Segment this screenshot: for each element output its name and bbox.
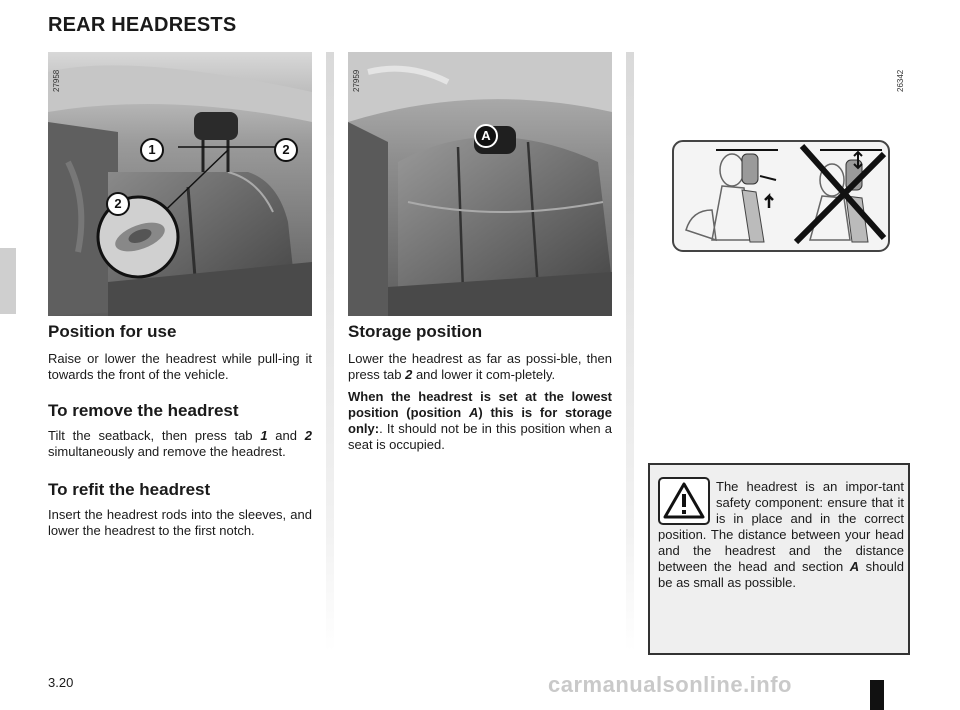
callout-2-detail: 2	[106, 192, 130, 216]
page-title: REAR HEADRESTS	[48, 14, 237, 36]
storage-text-part: Lower the headrest as far as possi-ble, then press tab	[348, 351, 612, 382]
position-text: Raise or lower the headrest while pull-ing it towards the front of the vehicle.	[48, 351, 312, 382]
warning-text-part: should be as small as possible.	[658, 559, 904, 590]
remove-text	[48, 428, 312, 460]
figure-ref: 27958	[52, 69, 61, 92]
figure-ref: 27959	[352, 69, 361, 92]
position-heading: Position for use	[48, 322, 177, 341]
remove-text-part: and	[267, 428, 305, 443]
watermark: carmanualsonline.info	[548, 672, 792, 697]
remove-heading: To remove the headrest	[48, 401, 239, 420]
storage-bold-text: ) this is for storage only:	[348, 405, 612, 436]
tab-2-ref: 2	[405, 367, 413, 382]
column-divider	[326, 52, 334, 652]
figure-headrest-removal	[48, 52, 312, 316]
warning-text-part: The headrest is an impor-tant safety component: ensure that it is in place and in the correct position. The distance between your head and the headrest and the distance between the head and section	[658, 479, 904, 574]
storage-text-part: and lower it com-pletely.	[412, 367, 556, 382]
middle-column	[348, 322, 612, 453]
callout-1: 1	[140, 138, 164, 162]
warning-text	[658, 479, 904, 591]
figure-storage-position	[348, 52, 612, 316]
storage-warning-text	[348, 389, 612, 453]
callout-A: A	[474, 124, 498, 148]
storage-bold-text: When the headrest is set at the lowest position (position	[348, 389, 612, 420]
storage-normal-text: . It should not be in this position when a seat is occupied.	[348, 421, 612, 452]
tab-2-ref: 2	[304, 428, 312, 443]
page-number: 3.20	[48, 675, 74, 690]
callout-2: 2	[274, 138, 298, 162]
figure-ref: 26342	[896, 69, 905, 92]
corner-mark	[870, 680, 884, 710]
tab-1-ref: 1	[260, 428, 268, 443]
storage-heading: Storage position	[348, 322, 483, 341]
car-rear-seat-photo	[348, 52, 612, 316]
left-column	[48, 322, 312, 539]
remove-text-part: simultaneously and remove the headrest.	[48, 444, 286, 459]
figure-head-distance	[648, 52, 910, 272]
warning-panel	[648, 463, 910, 655]
section-tab	[0, 248, 16, 314]
column-divider	[626, 52, 634, 652]
remove-text-part: Tilt the seatback, then press tab	[48, 428, 261, 443]
car-interior-photo	[48, 52, 312, 316]
refit-text: Insert the headrest rods into the sleeves, and lower the headrest to the first notch.	[48, 507, 312, 538]
refit-heading: To refit the headrest	[48, 480, 211, 499]
position-a-ref: A	[468, 405, 479, 420]
headrest-position-diagram	[672, 140, 890, 252]
storage-text	[348, 351, 612, 383]
section-a-ref: A	[849, 559, 860, 574]
